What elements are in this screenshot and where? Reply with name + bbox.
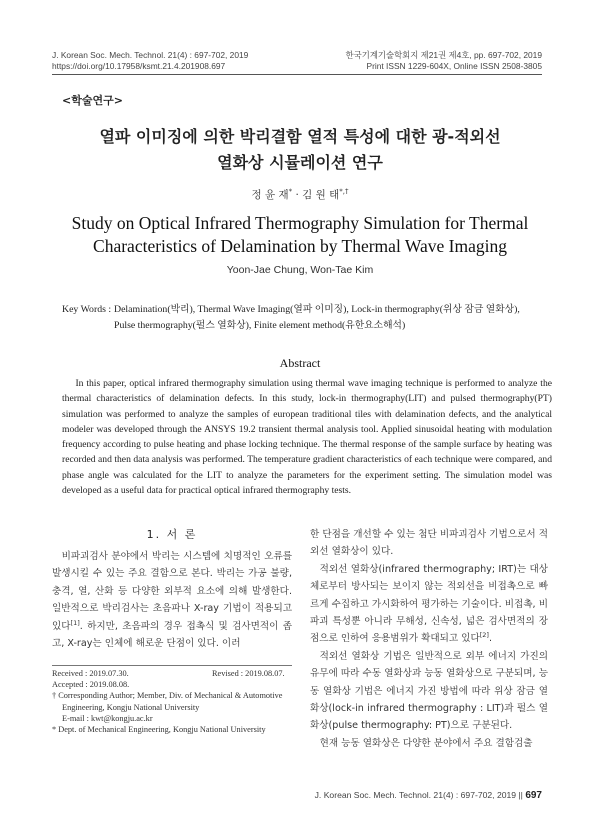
author-name: 정 윤 재 [251,189,289,201]
page-footer [315,790,542,801]
received-date: Received : 2019.07.30. [52,669,129,678]
title-ko-line1: 열파 이미징에 의한 박리결함 열적 특성에 대한 광-적외선 [99,127,501,146]
keywords-label: Key Words : [62,304,112,315]
body-right-column [310,526,548,752]
author-mark: * [288,187,293,196]
keywords-line: Delamination(박리), Thermal Wave Imaging(열파 이미징), Lock-in thermography(위상 잠금 열화상), [114,304,520,315]
article-category: <학술연구> [62,94,123,107]
paragraph-text: . [488,633,493,645]
section-heading: 1. 서 론 [146,528,198,541]
corresponding-author: † Corresponding Author; Member, Div. of Mechanical & Automotive Engineering, Kongju National University [52,691,283,712]
revised-date: Revised : 2019.08.07. [212,669,285,678]
author-separator: · [292,189,303,201]
accepted-date: Accepted : 2019.08.08. [52,680,130,690]
author-email[interactable]: E-mail : kwt@kongju.ac.kr [62,713,153,723]
page-number: 697 [525,790,542,801]
department-affiliation: * Dept. of Mechanical Engineering, Kongju National University [52,725,266,735]
citation-ref[interactable]: [1] [70,618,80,627]
keywords-line: Pulse thermography(펄스 열화상), Finite element method(유한요소해석) [114,320,406,331]
title-en-line2: Characteristics of Delamination by Thermal Wave Imaging [93,236,507,256]
author-name: 김 원 태 [302,189,340,201]
abstract-heading: Abstract [279,356,321,370]
body-paragraph [52,548,292,652]
body-left-column [52,548,292,652]
paragraph-text: . 하지만, 초음파의 경우 접촉식 및 검사면적이 좁고, X-ray는 인체에 해로운 단점이 있다. 이러 [52,620,292,650]
journal-citation: J. Korean Soc. Mech. Technol. 21(4) : 697-702, 2019 [52,50,249,60]
abstract-text: In this paper, optical infrared thermography simulation using thermal wave imaging technique is performed to analyze the thermal characteristics of delamination defects. In this study, lock-in thermography(LIT) and pulsed thermography(PT) simulation was performed to analyze the samples of european traditional tiles with delamination defects, and the analytical modeler was developed through the ANSYS 19.2 transient thermal analysis tool. Applied sinusoidal heating with modulation frequency according to pulse heating and phase locking technique. The thermal response of the sample surface by heating was recorded and then data analysis was performed. The temperature gradient characteristics of each technique were compared, and phase angle was calculated for the LIT to analyze the parameters for the experiment setting. The simulation model was developed as a useful data for practical optical infrared thermography tests. [62,378,552,497]
issn-info: Print ISSN 1229-604X, Online ISSN 2508-3805 [366,61,542,71]
journal-header-left [52,50,248,72]
body-paragraph: 적외선 열화상 기법은 일반적으로 외부 에너지 가진의 유무에 따라 수동 열화상과 능동 열화상으로 구분되며, 능동 열화상 기법은 에너지 가진 방법에 따라 위상 잠금 열화상(lock-in infrared thermography : LIT)과 펄스 열화상(pulse thermography: PT)으로 구분된다. [310,650,548,732]
paragraph-text: 적외선 열화상(infrared thermography; IRT)는 대상체로부터 방사되는 보이지 않는 적외선을 비접촉으로 빠르게 수집하고 가시화하여 평가하는 기술이다. 비접촉, 비파괴 특성뿐 아니라 무해성, 신속성, 넓은 검사면적의 장점으로 인하여 응용범위가 확대되고 있다 [310,563,548,645]
header-divider [52,74,542,75]
footnote-divider [52,665,292,666]
journal-citation-ko: 한국기계기술학회지 제21권 제4호, pp. 697-702, 2019 [345,50,542,60]
body-paragraph: 한 단점을 개선할 수 있는 첨단 비파괴검사 기법으로서 적외선 열화상이 있다. [310,529,548,558]
doi-link[interactable]: https://doi.org/10.17958/ksmt.21.4.201908.697 [52,61,226,71]
body-paragraph [310,561,548,648]
footnotes [52,668,297,735]
authors-ko [0,187,600,202]
authors-en: Yoon-Jae Chung, Won-Tae Kim [226,264,374,276]
title-ko-line2: 열화상 시뮬레이션 연구 [217,153,383,172]
footer-citation: J. Korean Soc. Mech. Technol. 21(4) : 697-702, 2019 || [314,790,523,800]
author-mark: *,† [339,187,349,196]
title-en-line1: Study on Optical Infrared Thermography Simulation for Thermal [71,213,529,233]
paragraph-text: 비파괴검사 분야에서 박리는 시스템에 치명적인 오류를 발생시킬 수 있는 주요 결함으로 본다. 박리는 가공 불량, 충격, 열, 산화 등 다양한 외부적 요소에 의해 발생한다. 일반적으로 박리검사는 초음파나 X-ray 기법이 적용되고 있다 [52,551,292,632]
journal-header-right [346,50,542,72]
body-paragraph: 현재 능동 열화상은 다양한 분야에서 주요 결함검출 [319,737,533,749]
citation-ref[interactable]: [2] [479,631,489,640]
keywords-block [62,302,552,334]
